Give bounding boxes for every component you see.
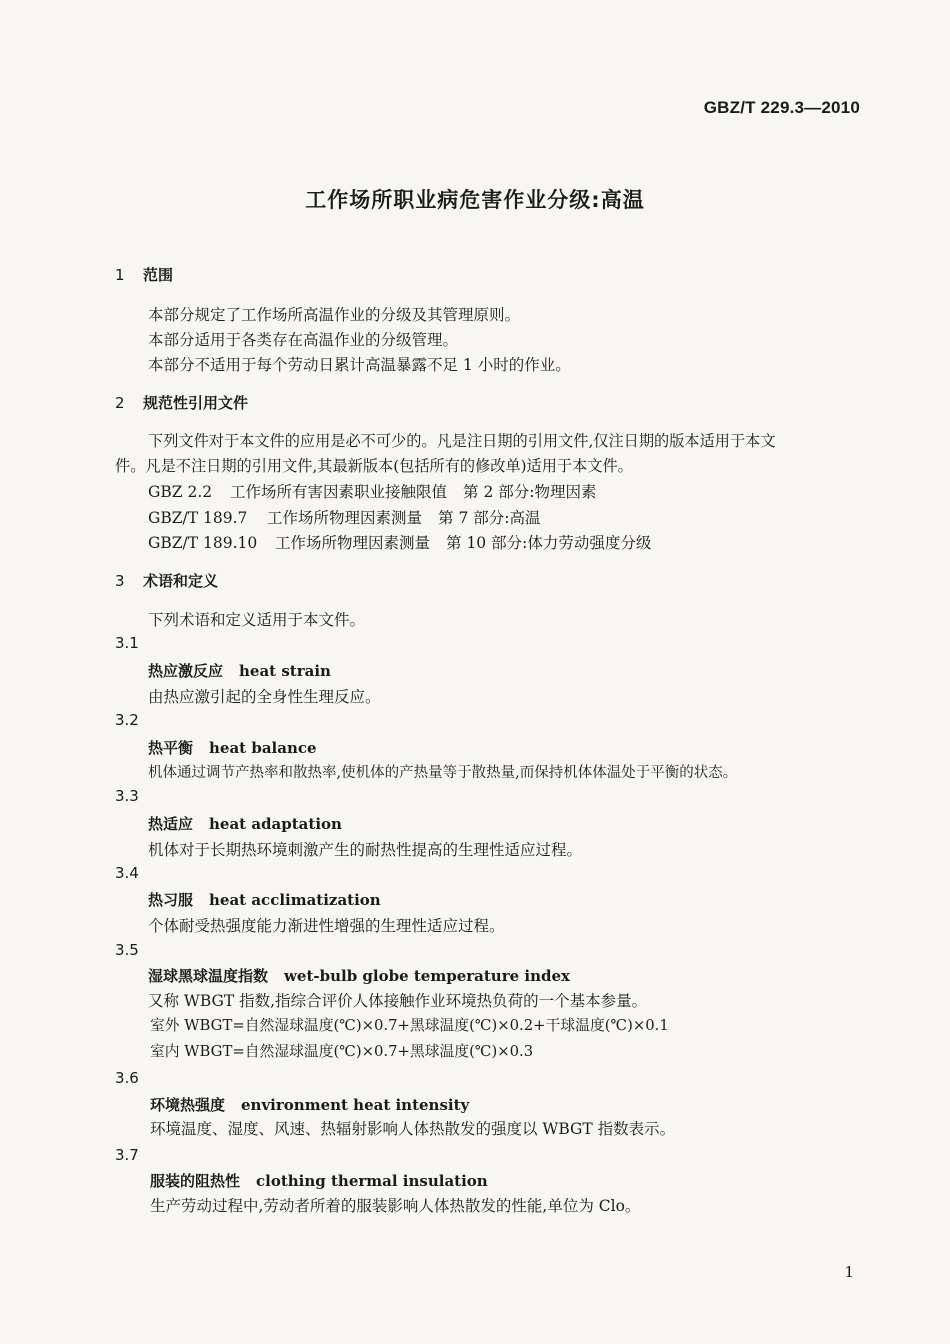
- term-heading: [148, 813, 342, 834]
- section-3-heading: [115, 570, 218, 591]
- term-heading: [150, 1094, 469, 1115]
- paragraph: 本部分不适用于每个劳动日累计高温暴露不足 1 小时的作业。: [148, 356, 571, 374]
- term-heading: [148, 889, 381, 910]
- paragraph: 下列术语和定义适用于本文件。: [148, 611, 366, 629]
- reference-code: GBZ/T 189.7: [148, 509, 248, 527]
- reference-item: [148, 531, 651, 553]
- clause-number: 3.3: [115, 787, 139, 805]
- reference-part: 第 2 部分:物理因素: [463, 483, 597, 501]
- term-heading: [148, 965, 570, 986]
- reference-part: 第 7 部分:高温: [438, 509, 541, 527]
- paragraph: 本部分适用于各类存在高温作业的分级管理。: [148, 331, 459, 349]
- term-chinese: 服装的阻热性: [150, 1172, 241, 1190]
- term-definition: 由热应激引起的全身性生理反应。: [148, 688, 381, 706]
- term-definition: 又称 WBGT 指数,指综合评价人体接触作业环境热负荷的一个基本参量。: [148, 992, 648, 1010]
- reference-title: 工作场所物理因素测量: [275, 534, 431, 552]
- reference-item: [148, 480, 596, 502]
- paragraph: 本部分规定了工作场所高温作业的分级及其管理原则。: [148, 306, 521, 324]
- term-definition: 生产劳动过程中,劳动者所着的服装影响人体热散发的性能,单位为 Clo。: [150, 1197, 641, 1215]
- reference-title: 工作场所物理因素测量: [267, 509, 423, 527]
- reference-code: GBZ 2.2: [148, 483, 213, 501]
- section-title: 范围: [143, 266, 174, 284]
- section-1-heading: [115, 264, 173, 285]
- document-title: 工作场所职业病危害作业分级:高温: [305, 188, 645, 212]
- term-heading: [148, 737, 317, 758]
- section-2-heading: [115, 392, 248, 413]
- section-number: 1: [115, 266, 125, 284]
- term-definition: 个体耐受热强度能力渐进性增强的生理性适应过程。: [148, 917, 505, 935]
- term-definition: 环境温度、湿度、风速、热辐射影响人体热散发的强度以 WBGT 指数表示。: [150, 1120, 676, 1138]
- term-english: heat adaptation: [209, 815, 342, 833]
- clause-number: 3.7: [115, 1146, 139, 1164]
- paragraph: 件。凡是不注日期的引用文件,其最新版本(包括所有的修改单)适用于本文件。: [115, 457, 633, 475]
- clause-number: 3.4: [115, 864, 139, 882]
- term-english: heat balance: [209, 739, 317, 757]
- term-heading: [148, 660, 331, 681]
- term-english: wet-bulb globe temperature index: [284, 967, 570, 985]
- reference-title: 工作场所有害因素职业接触限值: [230, 483, 448, 501]
- section-number: 3: [115, 572, 125, 590]
- clause-number: 3.1: [115, 634, 139, 652]
- term-heading: [150, 1170, 488, 1191]
- section-title: 术语和定义: [143, 572, 219, 590]
- reference-part: 第 10 部分:体力劳动强度分级: [446, 534, 652, 552]
- formula-outdoor: 室外 WBGT=自然湿球温度(℃)×0.7+黑球温度(℃)×0.2+干球温度(℃)×0.1: [150, 1017, 669, 1034]
- reference-code: GBZ/T 189.10: [148, 534, 258, 552]
- term-chinese: 湿球黑球温度指数: [148, 967, 269, 985]
- term-definition: 机体通过调节产热率和散热率,使机体的产热量等于散热量,而保持机体体温处于平衡的状态。: [148, 765, 738, 781]
- term-chinese: 热适应: [148, 815, 194, 833]
- clause-number: 3.2: [115, 711, 139, 729]
- formula-indoor: 室内 WBGT=自然湿球温度(℃)×0.7+黑球温度(℃)×0.3: [150, 1043, 534, 1060]
- section-title: 规范性引用文件: [143, 394, 249, 412]
- term-chinese: 热平衡: [148, 739, 194, 757]
- section-number: 2: [115, 394, 125, 412]
- term-chinese: 热习服: [148, 891, 194, 909]
- clause-number: 3.5: [115, 941, 139, 959]
- term-english: clothing thermal insulation: [256, 1172, 488, 1190]
- term-english: heat strain: [239, 662, 331, 680]
- term-english: environment heat intensity: [241, 1096, 470, 1114]
- page-number: 1: [844, 1263, 854, 1281]
- paragraph: 下列文件对于本文件的应用是必不可少的。凡是注日期的引用文件,仅注日期的版本适用于本文: [148, 432, 776, 450]
- term-english: heat acclimatization: [209, 891, 381, 909]
- clause-number: 3.6: [115, 1069, 139, 1087]
- term-chinese: 热应激反应: [148, 662, 224, 680]
- term-chinese: 环境热强度: [150, 1096, 226, 1114]
- standard-code: GBZ/T 229.3—2010: [703, 98, 860, 117]
- reference-item: [148, 506, 540, 528]
- term-definition: 机体对于长期热环境刺激产生的耐热性提高的生理性适应过程。: [148, 841, 583, 859]
